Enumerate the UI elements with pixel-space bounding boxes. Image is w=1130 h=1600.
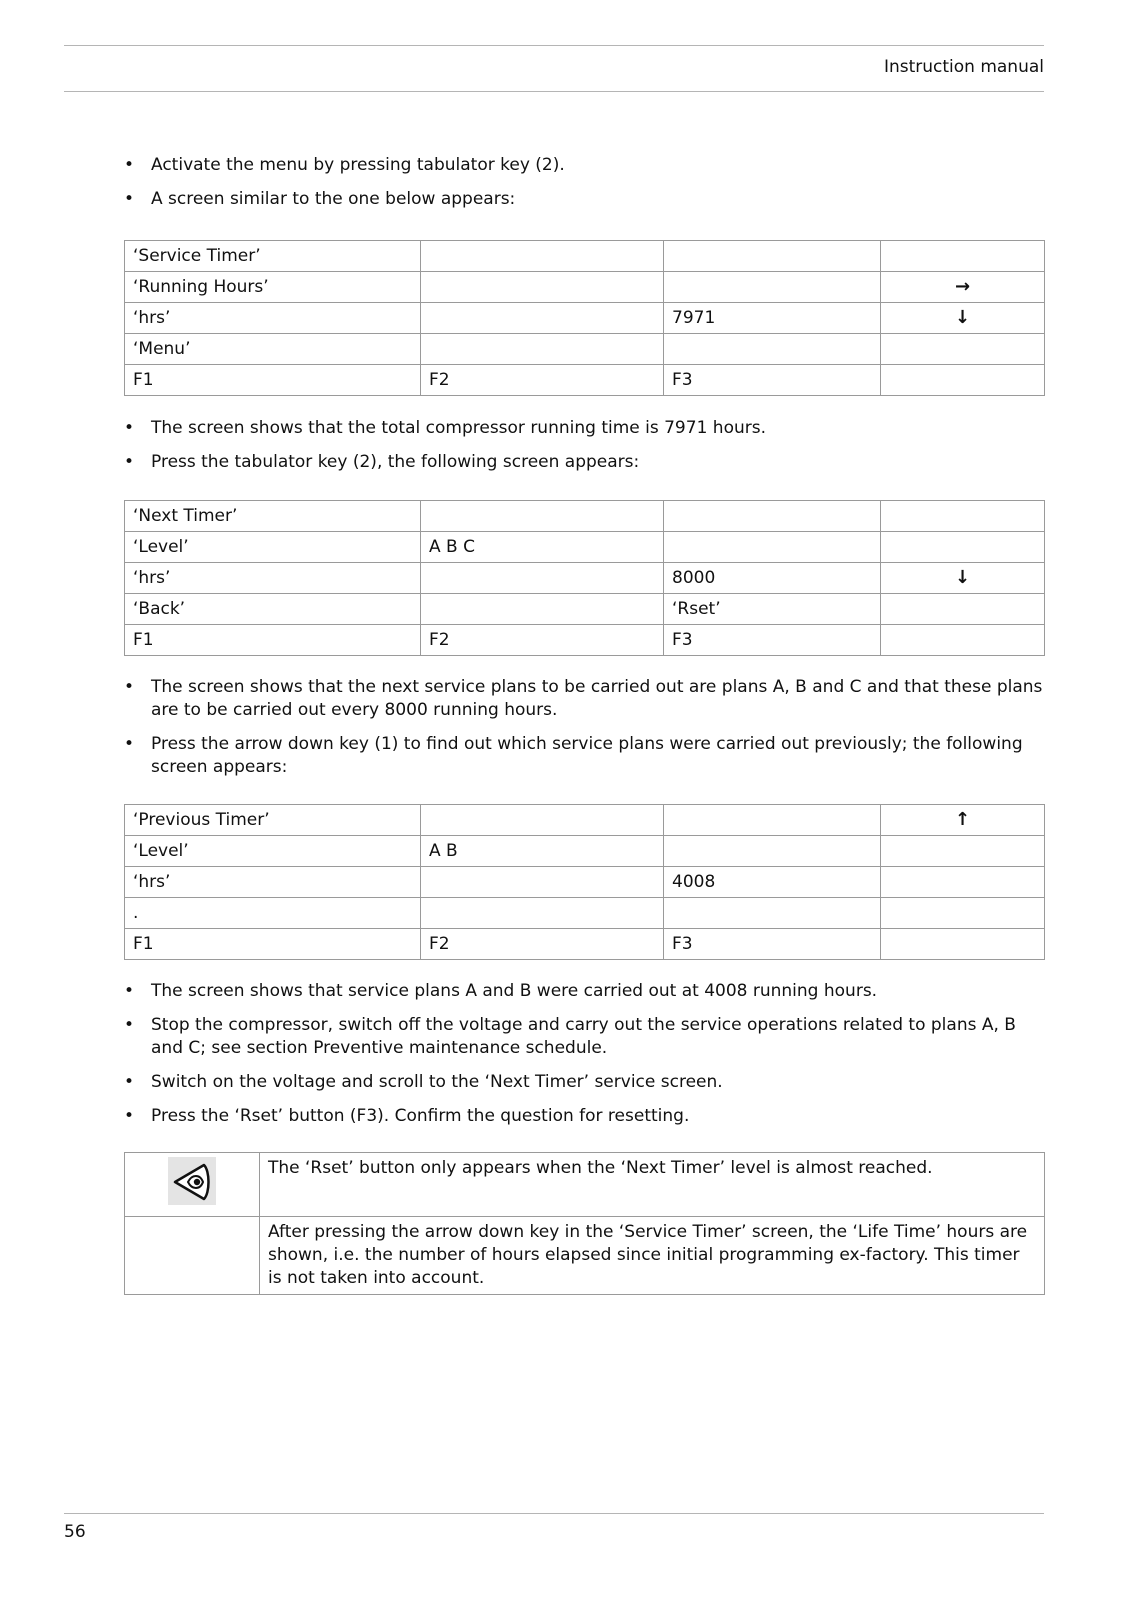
table-cell (881, 594, 1045, 625)
bullet-icon: • (124, 452, 135, 472)
table-cell (664, 805, 881, 836)
table-cell: ‘Rset’ (664, 594, 881, 625)
note-icon-cell (125, 1153, 260, 1217)
table-cell (881, 532, 1045, 563)
bullet-item (124, 676, 1044, 722)
bullet-icon: • (124, 189, 135, 209)
table-cell: F2 (421, 625, 664, 656)
table-cell: 8000 (664, 563, 881, 594)
table-cell: ‘Next Timer’ (125, 501, 421, 532)
bullet-item (124, 154, 1044, 177)
table-cell (881, 334, 1045, 365)
table-cell (881, 241, 1045, 272)
table-row (125, 532, 1045, 563)
note-table (124, 1152, 1045, 1295)
bullet-item (124, 733, 1044, 779)
table-cell: F3 (664, 625, 881, 656)
arrow-up-icon: ↑ (881, 805, 1045, 836)
table-cell (664, 501, 881, 532)
bullet-icon: • (124, 1072, 135, 1092)
table-row (125, 1153, 1045, 1217)
table-row (125, 898, 1045, 929)
bullet-text: Press the tabulator key (2), the following screen appears: (151, 452, 640, 472)
arrow-down-icon: ↓ (881, 563, 1045, 594)
table-row (125, 625, 1045, 656)
arrow-right-icon: → (881, 272, 1045, 303)
bullet-text: Switch on the voltage and scroll to the ‘Next Timer’ service screen. (151, 1072, 723, 1092)
table-cell: F1 (125, 625, 421, 656)
table-cell: F2 (421, 365, 664, 396)
table-cell: ‘hrs’ (125, 867, 421, 898)
table-cell (421, 334, 664, 365)
table-cell (881, 501, 1045, 532)
note-text: After pressing the arrow down key in the ‘Service Timer’ screen, the ‘Life Time’ hours are shown, i.e. the number of hours elapsed since initial programming ex-factory. This timer is not taken into account. (260, 1217, 1045, 1295)
bullet-item (124, 980, 1044, 1003)
table-cell (421, 272, 664, 303)
bullet-icon: • (124, 677, 135, 697)
table-cell: A B (421, 836, 664, 867)
table-cell: A B C (421, 532, 664, 563)
table-row (125, 805, 1045, 836)
table-cell (881, 867, 1045, 898)
page-number: 56 (64, 1522, 86, 1542)
table-cell: F1 (125, 365, 421, 396)
header-rule-top (64, 45, 1044, 46)
table-cell: F2 (421, 929, 664, 960)
footer-rule (64, 1513, 1044, 1514)
bullet-list-next-plans (124, 676, 1044, 790)
bullet-text: Press the ‘Rset’ button (F3). Confirm the question for resetting. (151, 1106, 690, 1126)
table-cell (421, 241, 664, 272)
table-row (125, 594, 1045, 625)
table-row (125, 1217, 1045, 1295)
table-row (125, 241, 1045, 272)
bullet-icon: • (124, 1106, 135, 1126)
bullet-icon: • (124, 1015, 135, 1035)
table-cell (881, 898, 1045, 929)
table-row (125, 836, 1045, 867)
bullet-text: A screen similar to the one below appears: (151, 189, 516, 209)
bullet-list-running-time (124, 417, 1044, 485)
table-cell (421, 303, 664, 334)
table-row (125, 365, 1045, 396)
bullet-item (124, 451, 1044, 474)
screen-next-timer-table (124, 500, 1045, 656)
table-cell (421, 867, 664, 898)
table-cell: ‘Menu’ (125, 334, 421, 365)
table-row (125, 303, 1045, 334)
table-cell: ‘Level’ (125, 836, 421, 867)
arrow-down-icon: ↓ (881, 303, 1045, 334)
table-cell (421, 805, 664, 836)
bullet-icon: • (124, 734, 135, 754)
bullet-text: The screen shows that the total compressor running time is 7971 hours. (151, 418, 766, 438)
table-row (125, 272, 1045, 303)
table-cell: ‘hrs’ (125, 563, 421, 594)
table-cell: ‘Level’ (125, 532, 421, 563)
table-cell (881, 836, 1045, 867)
bullet-list-reset-steps (124, 980, 1044, 1139)
screen-previous-timer-table (124, 804, 1045, 960)
table-cell (421, 563, 664, 594)
table-cell: F3 (664, 929, 881, 960)
bullet-item (124, 1105, 1044, 1128)
bullet-icon: • (124, 981, 135, 1001)
table-cell: 4008 (664, 867, 881, 898)
table-cell (881, 365, 1045, 396)
table-cell (421, 594, 664, 625)
table-cell: ‘Service Timer’ (125, 241, 421, 272)
bullet-list-intro (124, 154, 1044, 222)
table-cell: ‘Previous Timer’ (125, 805, 421, 836)
bullet-icon: • (124, 418, 135, 438)
attention-eye-icon (168, 1157, 216, 1205)
bullet-item (124, 188, 1044, 211)
table-cell: 7971 (664, 303, 881, 334)
note-empty-cell (125, 1217, 260, 1295)
header-title: Instruction manual (883, 57, 1044, 77)
table-cell: ‘Back’ (125, 594, 421, 625)
bullet-text: Stop the compressor, switch off the voltage and carry out the service operations related to plans A, B and C; see section Preventive maintenance schedule. (151, 1015, 1016, 1058)
table-cell: ‘Running Hours’ (125, 272, 421, 303)
table-cell (664, 272, 881, 303)
table-row (125, 929, 1045, 960)
bullet-item (124, 417, 1044, 440)
table-cell (421, 501, 664, 532)
bullet-text: Activate the menu by pressing tabulator key (2). (151, 155, 565, 175)
table-cell (881, 929, 1045, 960)
table-cell (664, 532, 881, 563)
bullet-icon: • (124, 155, 135, 175)
table-cell (664, 241, 881, 272)
table-row (125, 563, 1045, 594)
header-rule-bottom (64, 91, 1044, 92)
table-cell (421, 898, 664, 929)
bullet-text: The screen shows that service plans A and B were carried out at 4008 running hours. (151, 981, 878, 1001)
table-cell (664, 836, 881, 867)
table-row (125, 867, 1045, 898)
screen-service-timer-table (124, 240, 1045, 396)
bullet-text: Press the arrow down key (1) to find out which service plans were carried out previously; the following screen appears: (151, 734, 1023, 777)
table-cell: . (125, 898, 421, 929)
table-cell: F1 (125, 929, 421, 960)
table-cell (664, 334, 881, 365)
table-cell (881, 625, 1045, 656)
bullet-item (124, 1071, 1044, 1094)
note-text: The ‘Rset’ button only appears when the ‘Next Timer’ level is almost reached. (260, 1153, 1045, 1217)
table-row (125, 334, 1045, 365)
table-row (125, 501, 1045, 532)
bullet-item (124, 1014, 1044, 1060)
table-cell: F3 (664, 365, 881, 396)
table-cell: ‘hrs’ (125, 303, 421, 334)
bullet-text: The screen shows that the next service plans to be carried out are plans A, B and C and that these plans are to be carried out every 8000 running hours. (151, 677, 1043, 720)
table-cell (664, 898, 881, 929)
